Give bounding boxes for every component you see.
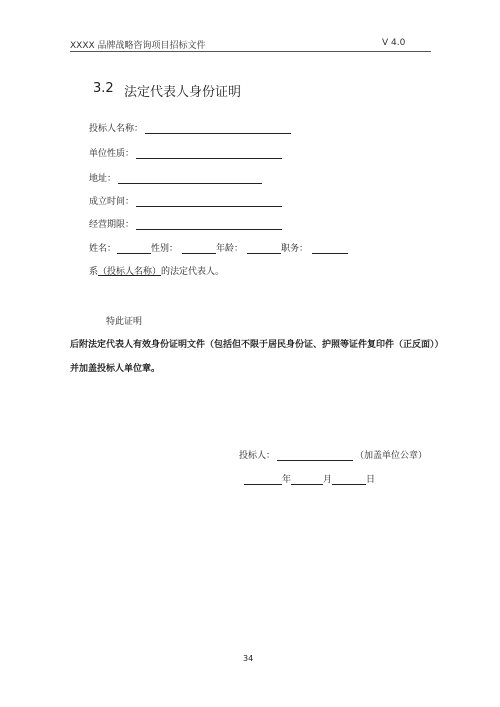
- business-term-label: 经营期限：: [89, 220, 135, 230]
- established-label: 成立时间：: [89, 197, 135, 207]
- date-row: [244, 472, 375, 485]
- month-label: 月: [323, 475, 333, 485]
- bidder-name-label: 投标人名称：: [89, 124, 144, 134]
- business-term-line[interactable]: [136, 220, 282, 230]
- statement-suffix: 的法定代表人。: [161, 267, 225, 277]
- position-label: 职务：: [281, 244, 309, 254]
- seal-note: （加盖单位公章）: [355, 451, 428, 461]
- section-title: 法定代表人身份证明: [124, 85, 242, 100]
- bidder-signature-row: [239, 448, 427, 461]
- section-number: 3.2: [93, 81, 114, 96]
- representative-statement: [89, 264, 224, 277]
- statement-bidder-name: （投标人名称）: [98, 267, 162, 277]
- year-label: 年: [282, 475, 292, 485]
- age-line[interactable]: [247, 244, 281, 254]
- unit-nature-line[interactable]: [136, 149, 282, 159]
- header-divider: [70, 51, 431, 52]
- name-line[interactable]: [117, 244, 151, 254]
- bidder-signature-label: 投标人：: [239, 451, 276, 461]
- established-field[interactable]: [89, 194, 282, 207]
- gender-line[interactable]: [182, 244, 216, 254]
- attachment-note-line2: 并加盖投标人单位章。: [70, 364, 161, 374]
- year-line[interactable]: [244, 475, 282, 485]
- header-title: XXXX 品牌战略咨询项目招标文件: [70, 41, 206, 51]
- bidder-name-field[interactable]: [89, 121, 291, 134]
- unit-nature-field[interactable]: [89, 146, 282, 159]
- gender-label: 性别：: [151, 244, 179, 254]
- page-number: 34: [243, 654, 254, 663]
- address-label: 地址：: [89, 174, 117, 184]
- address-field[interactable]: [89, 171, 262, 184]
- statement-prefix: 系: [89, 267, 99, 277]
- position-line[interactable]: [312, 244, 348, 254]
- established-line[interactable]: [136, 197, 282, 207]
- age-label: 年龄：: [216, 244, 244, 254]
- certify-text: 特此证明: [106, 317, 143, 327]
- month-line[interactable]: [291, 475, 323, 485]
- unit-nature-label: 单位性质：: [89, 149, 135, 159]
- header-version: V 4.0: [382, 38, 406, 48]
- day-line[interactable]: [332, 475, 366, 485]
- address-line[interactable]: [118, 174, 262, 184]
- bidder-name-line[interactable]: [145, 124, 291, 134]
- person-info-row: [89, 241, 348, 254]
- name-label: 姓名：: [89, 244, 117, 254]
- attachment-note-line1: 后附法定代表人有效身份证明文件（包括但不限于居民身份证、护照等证件复印件（正反面））: [70, 340, 444, 350]
- bidder-signature-line[interactable]: [277, 451, 353, 461]
- day-label: 日: [366, 475, 376, 485]
- business-term-field[interactable]: [89, 217, 282, 230]
